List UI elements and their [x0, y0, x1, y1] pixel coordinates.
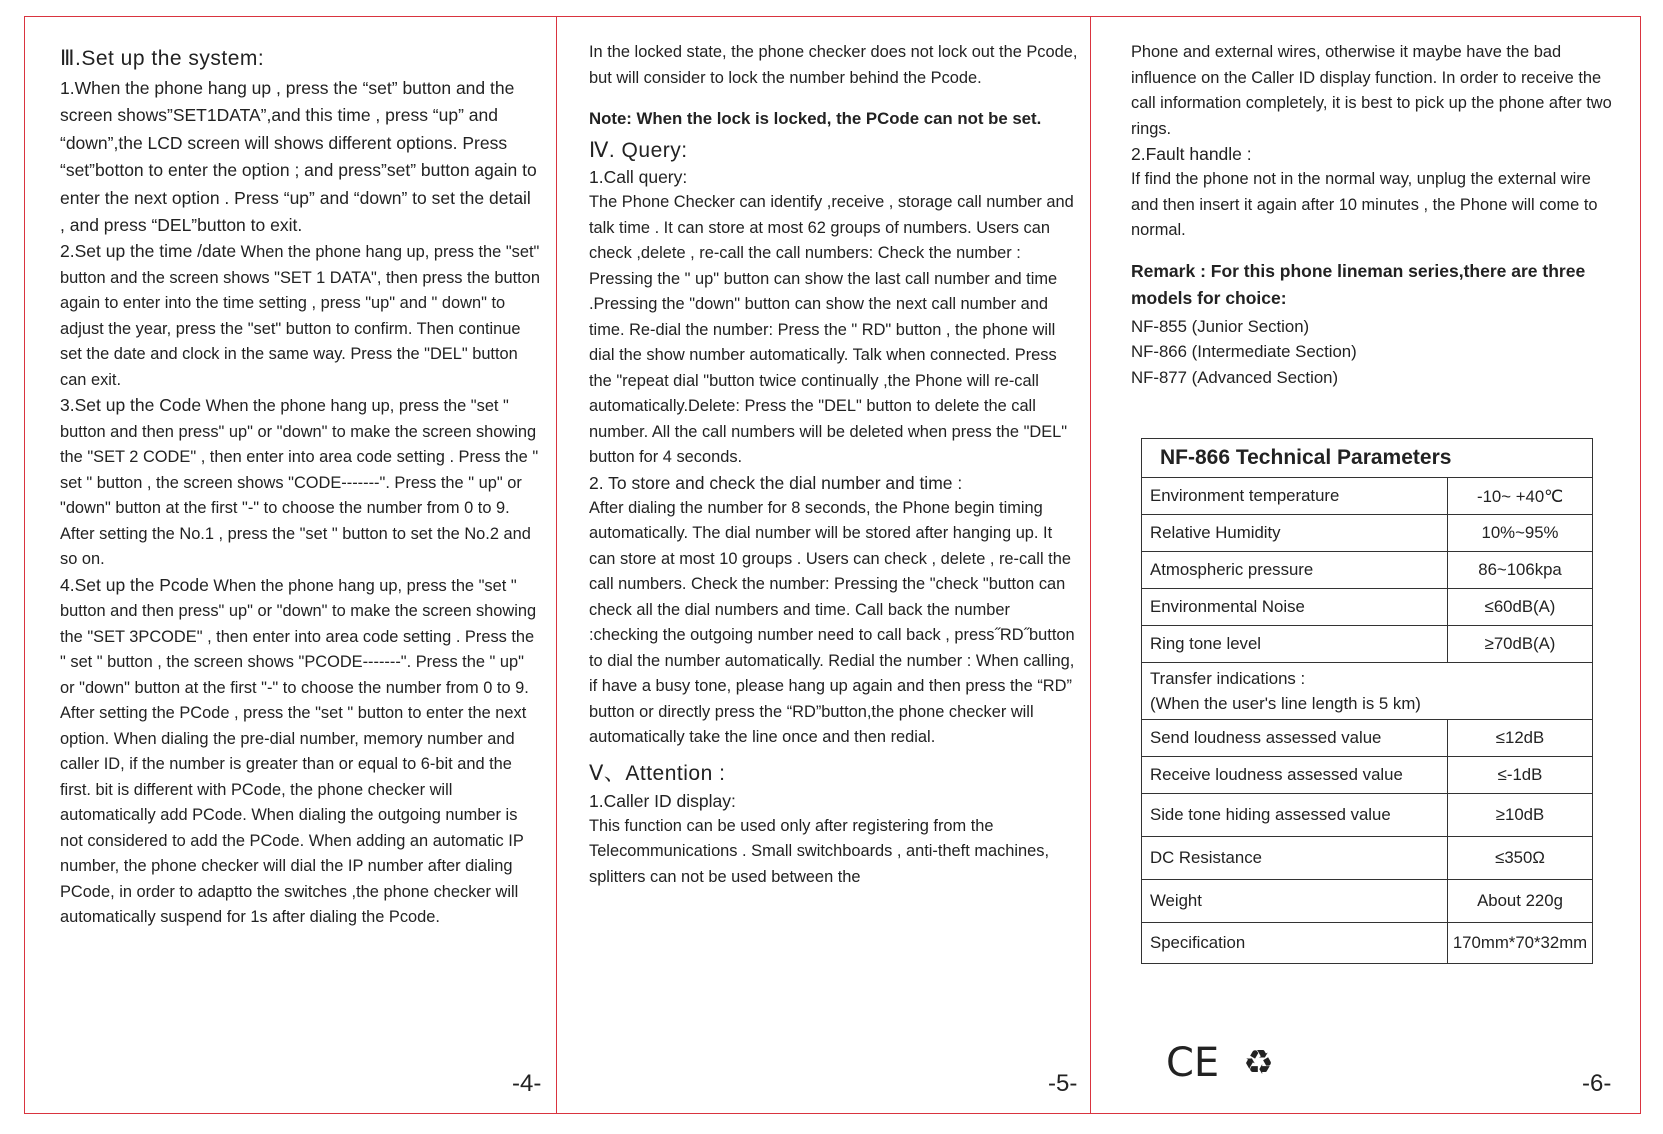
setup-paragraph-3 [60, 393, 540, 573]
param-value: ≤350Ω [1448, 837, 1593, 880]
lock-intro: In the locked state, the phone checker does not lock out the Pcode, but will consider to lock the number behind the Pcode. [589, 43, 1078, 87]
page-number: -6- [1582, 1070, 1612, 1097]
param-value: ≤12dB [1448, 720, 1593, 757]
param-value: ≤60dB(A) [1448, 589, 1593, 626]
setup-step-4-lead: 4.Set up the Pcode [60, 574, 209, 595]
setup-step-4-text: When the phone hang up, press the "set " button and then press" up" or "down" to make the screen showing the "SET 3PCODE" , then enter into area code setting . Press the " set " button , the screen shows "PCODE-------". Press the " up" or "down" button at the first "-" to choose the number from 0 to 9. After setting the PCode , press the "set " button to enter the next option. When dialing the pre-dial number, memory number and caller ID, if the number is greater than or equal to 6-bit and the first. bit is different with PCode, the phone checker will automatically add PCode. When dialing the outgoing number is not considered to add the PCode. When adding an automatic IP number, the phone checker will dial the IP number after dialing PCode, in order to adaptto the switches ,the phone checker will automatically suspend for 1s after dialing the Pcode. [60, 576, 537, 927]
page-number: -4- [512, 1070, 542, 1097]
param-value: 10%~95% [1448, 515, 1593, 552]
lock-note: Note: When the lock is locked, the PCode can not be set. [589, 109, 1042, 128]
technical-parameters-table [1141, 438, 1593, 964]
setup-paragraph-4 [60, 573, 540, 931]
param-label: Ring tone level [1142, 626, 1448, 663]
table-row [1142, 478, 1593, 515]
subheading-dial-number: 2. To store and check the dial number and time : [589, 472, 963, 493]
model-item: NF-866 (Intermediate Section) [1131, 342, 1357, 361]
table-row [1142, 552, 1593, 589]
param-label: Atmospheric pressure [1142, 552, 1448, 589]
param-label: Send loudness assessed value [1142, 720, 1448, 757]
table-row [1142, 663, 1593, 720]
fault-handle-text: If find the phone not in the normal way, unplug the external wire and then insert it again after 10 minutes , the Phone will come to normal. [1131, 170, 1598, 239]
caller-id-text: This function can be used only after registering from the Telecommunications . Small switchboards , anti-theft machines, splitters can not be used between the [589, 816, 1050, 886]
models-remark: Remark : For this phone lineman series,there are three models for choice: [1131, 260, 1586, 308]
table-row [1142, 794, 1593, 837]
certification-logos [1166, 1040, 1274, 1086]
setup-step-3-lead: 3.Set up the Code [60, 395, 202, 416]
transfer-indications [1142, 663, 1593, 720]
param-label: Specification [1142, 923, 1448, 964]
setup-step-2-lead: 2.Set up the time /date [60, 241, 237, 262]
page-5 [589, 40, 1079, 890]
model-item: NF-877 (Advanced Section) [1131, 367, 1339, 387]
param-value: ≤-1dB [1448, 757, 1593, 794]
param-label: DC Resistance [1142, 837, 1448, 880]
page-4 [60, 40, 540, 931]
setup-step-2-text: When the phone hang up, press the "set" button and the screen shows "SET 1 DATA", then press the button again to enter into the time setting , press "up" and " down" to adjust the year, press the "set" button to confirm. Then continue set the date and clock in the same way. Press the "DEL" button can exit. [60, 243, 540, 389]
page-6 [1131, 40, 1621, 390]
subheading-call-query: 1.Call query: [589, 167, 688, 187]
table-row [1142, 720, 1593, 757]
param-label: Receive loudness assessed value [1142, 757, 1448, 794]
table-row [1142, 880, 1593, 923]
recycle-icon: ♻ [1243, 1043, 1274, 1083]
param-value: ≥70dB(A) [1448, 626, 1593, 663]
subheading-caller-id: 1.Caller ID display: [589, 790, 736, 811]
setup-step-3-text: When the phone hang up, press the "set " button and then press" up" or "down" to make the screen showing the "SET 2 CODE" , then enter into area code setting . Press the " set " button , the screen shows "CODE-------". Press the " up" or "down" button at the first "-" to choose the number from 0 to 9. After setting the No.1 , press the "set " button to set the No.2 and so on. [60, 397, 539, 569]
table-title: NF-866 Technical Parameters [1142, 439, 1593, 478]
table-row [1142, 757, 1593, 794]
section-heading-setup: Ⅲ.Set up the system: [60, 47, 265, 70]
section-heading-attention: Ⅴ、Attention : [589, 761, 726, 785]
param-label: Relative Humidity [1142, 515, 1448, 552]
table-row [1142, 515, 1593, 552]
ce-mark-icon: C E [1166, 1040, 1216, 1086]
transfer-note: (When the user's line length is 5 km) [1150, 694, 1421, 713]
dial-number-text: After dialing the number for 8 seconds, the Phone begin timing automatically. The dial number will be stored after hanging up. It can store at most 10 groups . Users can check , delete , re-call the call numbers. Check the number: Pressing the "check "button can check all the dial numbers and time. Call back the number :checking the outgoing number need to call back , press˝RD˝button to dial the number automatically. Redial the number : When calling, if have a busy tone, please hang up again and then press the “RD” button or directly press the “RD”button,the phone checker will automatically take the line once and then redial. [589, 498, 1075, 746]
param-label: Weight [1142, 880, 1448, 923]
column-divider [556, 16, 557, 1114]
setup-paragraph-1: 1.When the phone hang up , press the “set” button and the screen shows”SET1DATA”,and this time , press “up” and “down”,the LCD screen will shows different options. Press “set”botton to enter the option ; and press”set” button again to enter the next option . Press “up” and “down” to set the detail , and press “DEL”button to exit. [60, 78, 537, 236]
table-row [1142, 923, 1593, 964]
table-row [1142, 626, 1593, 663]
param-value: ≥10dB [1448, 794, 1593, 837]
model-item: NF-855 (Junior Section) [1131, 316, 1310, 336]
param-label: Side tone hiding assessed value [1142, 794, 1448, 837]
table-row [1142, 837, 1593, 880]
param-value: -10~ +40℃ [1448, 478, 1593, 515]
param-value: 86~106kpa [1448, 552, 1593, 589]
column-divider [1090, 16, 1091, 1114]
call-query-text: The Phone Checker can identify ,receive , storage call number and talk time . It can store at most 62 groups of numbers. Users can check ,delete , re-call the call numbers: Check the number : Pressing the " up" button can show the last call number and time .Pressing the "down" button can show the next call number and time. Re-dial the number: Press the " RD" button , the phone will dial the show number automatically. Talk when connected. Press the "repeat dial "button twice continually ,the Phone will re-call automatically.Delete: Press the "DEL" button to delete the call number. All the call numbers will be deleted when press the "DEL" button for 4 seconds. [589, 193, 1074, 466]
section-heading-query: Ⅳ. Query: [589, 139, 688, 162]
transfer-label: Transfer indications : [1150, 669, 1306, 688]
param-value: About 220g [1448, 880, 1593, 923]
page-number: -5- [1048, 1070, 1078, 1097]
setup-paragraph-2 [60, 239, 540, 393]
caller-id-continued: Phone and external wires, otherwise it maybe have the bad influence on the Caller ID display function. In order to receive the call information completely, it is best to pick up the phone after two rings. [1131, 43, 1612, 138]
param-value: 170mm*70*32mm [1448, 923, 1593, 964]
subheading-fault-handle: 2.Fault handle : [1131, 144, 1252, 164]
param-label: Environment temperature [1142, 478, 1448, 515]
table-row [1142, 589, 1593, 626]
param-label: Environmental Noise [1142, 589, 1448, 626]
